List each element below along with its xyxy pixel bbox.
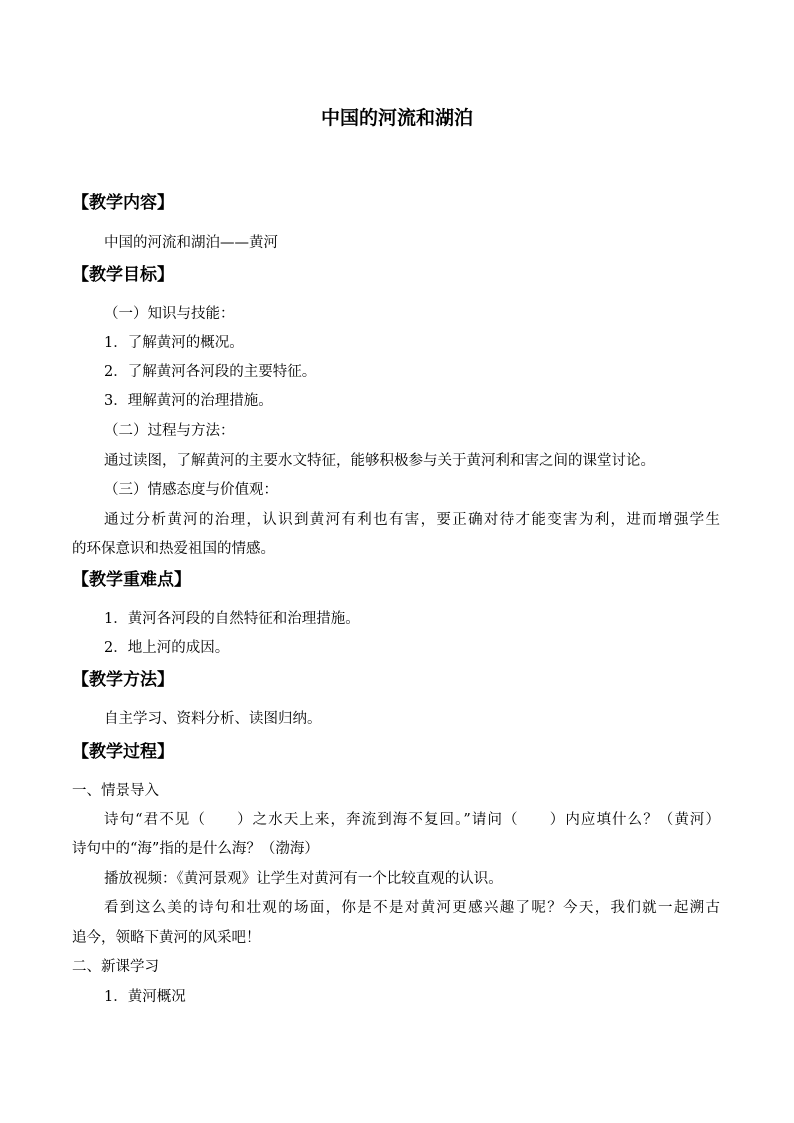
part1-heading: 一、情景导入 — [72, 783, 159, 799]
goals-subheading-knowledge: （一）知识与技能： — [104, 306, 235, 322]
inspire-text-line1: 看到这么美的诗句和壮观的场面，你是不是对黄河更感兴趣了呢？今天，我们就一起溯古 — [104, 900, 720, 916]
section-heading-method: 【教学方法】 — [72, 670, 174, 690]
section-heading-content: 【教学内容】 — [72, 193, 174, 213]
section-heading-goals: 【教学目标】 — [72, 265, 174, 285]
goals-subheading-attitude: （三）情感态度与价值观： — [104, 482, 278, 498]
key-point-item: 1．黄河各河段的自然特征和治理措施。 — [104, 611, 360, 627]
key-point-item: 2．地上河的成因。 — [104, 640, 230, 656]
inspire-text-line2: 追今，领略下黄河的风采吧！ — [72, 930, 261, 946]
poem-text-line2: 诗句中的“海”指的是什么海？（渤海） — [72, 841, 319, 857]
section-heading-key-points: 【教学重难点】 — [72, 570, 191, 590]
goals-attitude-text-line1: 通过分析黄河的治理，认识到黄河有利也有害，要正确对待才能变害为利，进而增强学生 — [104, 512, 720, 528]
goals-subheading-process: （二）过程与方法： — [104, 423, 235, 439]
goals-item: 1．了解黄河的概况。 — [104, 335, 244, 351]
goals-process-text: 通过读图，了解黄河的主要水文特征，能够积极参与关于黄河利和害之间的课堂讨论。 — [104, 453, 655, 469]
goals-item: 3．理解黄河的治理措施。 — [104, 393, 273, 409]
section-heading-process: 【教学过程】 — [72, 742, 174, 762]
goals-item: 2．了解黄河各河段的主要特征。 — [104, 364, 317, 380]
part2-heading: 二、新课学习 — [72, 959, 159, 975]
document-title: 中国的河流和湖泊 — [320, 107, 473, 129]
goals-attitude-text-line2: 的环保意识和热爱祖国的情感。 — [72, 541, 275, 557]
part2-item: 1．黄河概况 — [104, 989, 186, 1005]
method-text: 自主学习、资料分析、读图归纳。 — [104, 711, 322, 727]
video-text: 播放视频：《黄河景观》让学生对黄河有一个比较直观的认识。 — [104, 871, 503, 887]
poem-text-line1: 诗句“君不见（ ）之水天上来，奔流到海不复回。”请问（ ）内应填什么？（黄河） — [104, 812, 720, 828]
content-text: 中国的河流和湖泊——黄河 — [104, 235, 278, 251]
